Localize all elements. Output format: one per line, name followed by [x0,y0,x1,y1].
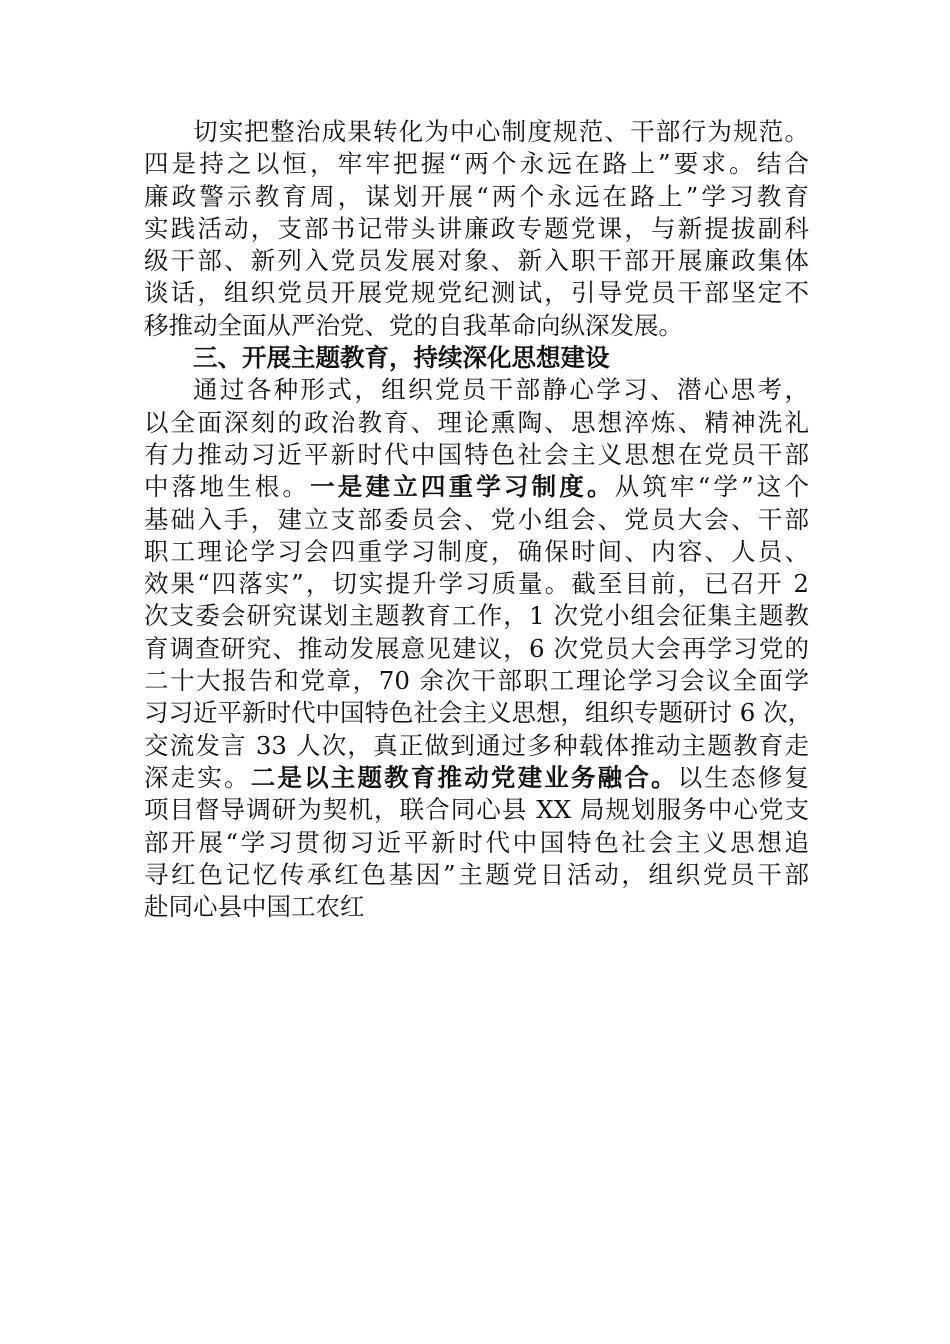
text-line: 级干部、新列入党员发展对象、新入职干部开展廉政集体 [144,246,809,276]
text-segment: 从筑牢“学”这个 [614,472,810,502]
text-line: 次支委会研究谋划主题教育工作，1 次党小组会征集主题教 [144,601,809,631]
text-line: 效果“四落实”，切实提升学习质量。截至目前，已召开 2 [144,569,809,599]
text-segment: 以生态修复 [677,762,809,792]
text-line: 基础入手，建立支部委员会、党小组会、党员大会、干部 [144,504,809,534]
text-line: 谈话，组织党员开展党规党纪测试，引导党员干部坚定不 [144,278,809,308]
section-heading: 三、开展主题教育，持续深化思想建设 [193,343,610,373]
text-line: 职工理论学习会四重学习制度，确保时间、内容、人员、 [144,536,809,566]
text-segment: 中落地生根。 [144,472,311,502]
text-line: 以全面深刻的政治教育、理论熏陶、思想淬炼、精神洗礼 [144,407,809,437]
text-segment: 深走实。 [144,762,251,792]
text-line: 习习近平新时代中国特色社会主义思想，组织专题研讨 6 次， [144,698,813,728]
bold-subheading: 一是建立四重学习制度。 [310,472,615,502]
text-line: 移推动全面从严治党、党的自我革命向纵深发展。 [144,310,683,340]
text-line: 廉政警示教育周，谋划开展“两个永远在路上”学习教育 [144,181,809,211]
text-line: 切实把整治成果转化为中心制度规范、干部行为规范。 [193,117,809,146]
paragraph-2 [144,374,813,923]
text-line: 实践活动，支部书记带头讲廉政专题党课，与新提拔副科 [144,213,809,243]
text-line: 有力推动习近平新时代中国特色社会主义思想在党员干部 [144,439,809,469]
text-line: 项目督导调研为契机，联合同心县 XX 局规划服务中心党支 [144,795,809,825]
paragraph-1 [144,116,809,342]
text-line: 四是持之以恒，牢牢把握“两个永远在路上”要求。结合 [144,149,809,179]
text-line-mixed [144,471,809,503]
text-line: 二十大报告和党章，70 余次干部职工理论学习会议全面学 [144,666,809,696]
bold-subheading: 二是以主题教育推动党建业务融合。 [250,762,678,792]
text-line: 育调查研究、推动发展意见建议，6 次党员大会再学习党的 [144,633,809,663]
text-line: 部开展“学习贯彻习近平新时代中国特色社会主义思想追 [144,827,809,857]
text-line: 寻红色记忆传承红色基因”主题党日活动，组织党员干部 [144,859,809,889]
text-line: 赴同心县中国工农红 [144,892,365,922]
text-line: 交流发言 33 人次，真正做到通过多种载体推动主题教育走 [144,730,809,760]
text-line-mixed [144,762,809,794]
text-line: 通过各种形式，组织党员干部静心学习、潜心思考， [193,375,809,405]
document-page [144,116,813,923]
